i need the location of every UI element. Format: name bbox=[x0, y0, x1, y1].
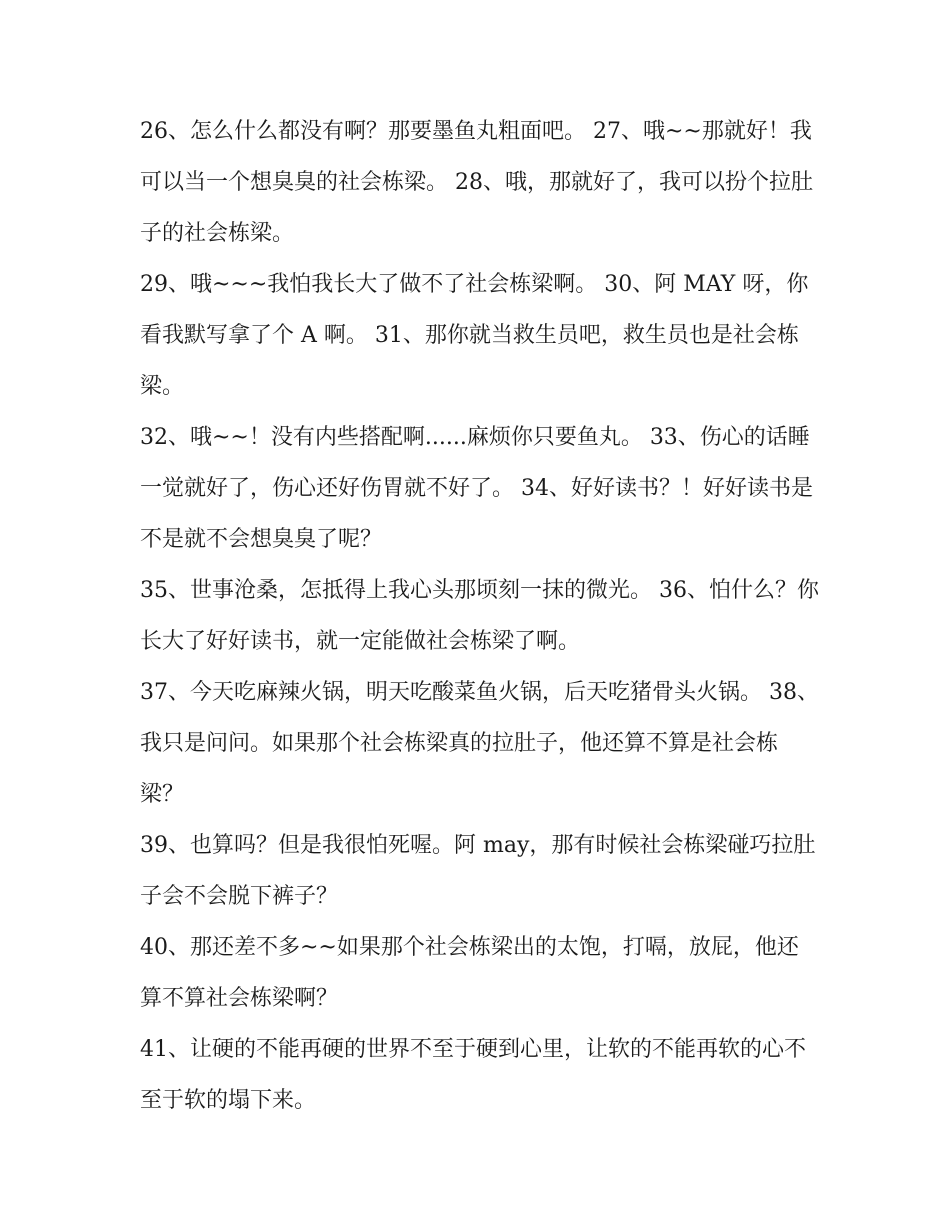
paragraph-quotes-35-36: 35、世事沧桑，怎抵得上我心头那顷刻一抹的微光。 36、怕什么？你长大了好好读书，就一定能做社会栋梁了啊。 bbox=[140, 578, 819, 654]
paragraph-quotes-32-34: 32、哦~~！没有内些搭配啊......麻烦你只要鱼丸。 33、伤心的话睡一觉就好了，伤心还好伤胃就不好了。 34、好好读书？！好好读书是不是就不会想臭臭了呢？ bbox=[140, 425, 813, 552]
paragraph-quotes-37-38: 37、今天吃麻辣火锅，明天吃酸菜鱼火锅，后天吃猪骨头火锅。 38、我只是问问。如果那个社会栋梁真的拉肚子，他还算不算是社会栋梁？ bbox=[140, 680, 819, 807]
paragraph-quotes-29-31: 29、哦~~~我怕我长大了做不了社会栋梁啊。 30、阿 MAY 呀，你看我默写拿了个 A 啊。 31、那你就当救生员吧，救生员也是社会栋梁。 bbox=[140, 272, 809, 399]
paragraph-quotes-26-28: 26、怎么什么都没有啊？那要墨鱼丸粗面吧。 27、哦~~那就好！我可以当一个想臭臭的社会栋梁。 28、哦，那就好了，我可以扮个拉肚子的社会栋梁。 bbox=[140, 119, 813, 246]
paragraph-quote-41: 41、让硬的不能再硬的世界不至于硬到心里，让软的不能再软的心不至于软的塌下来。 bbox=[140, 1037, 806, 1113]
paragraph-quote-40: 40、那还差不多~~如果那个社会栋梁出的太饱，打嗝，放屁，他还算不算社会栋梁啊？ bbox=[140, 935, 799, 1011]
document-body bbox=[140, 106, 820, 1126]
paragraph-quote-39: 39、也算吗？但是我很怕死喔。阿 may，那有时候社会栋梁碰巧拉肚子会不会脱下裤子？ bbox=[140, 833, 816, 909]
